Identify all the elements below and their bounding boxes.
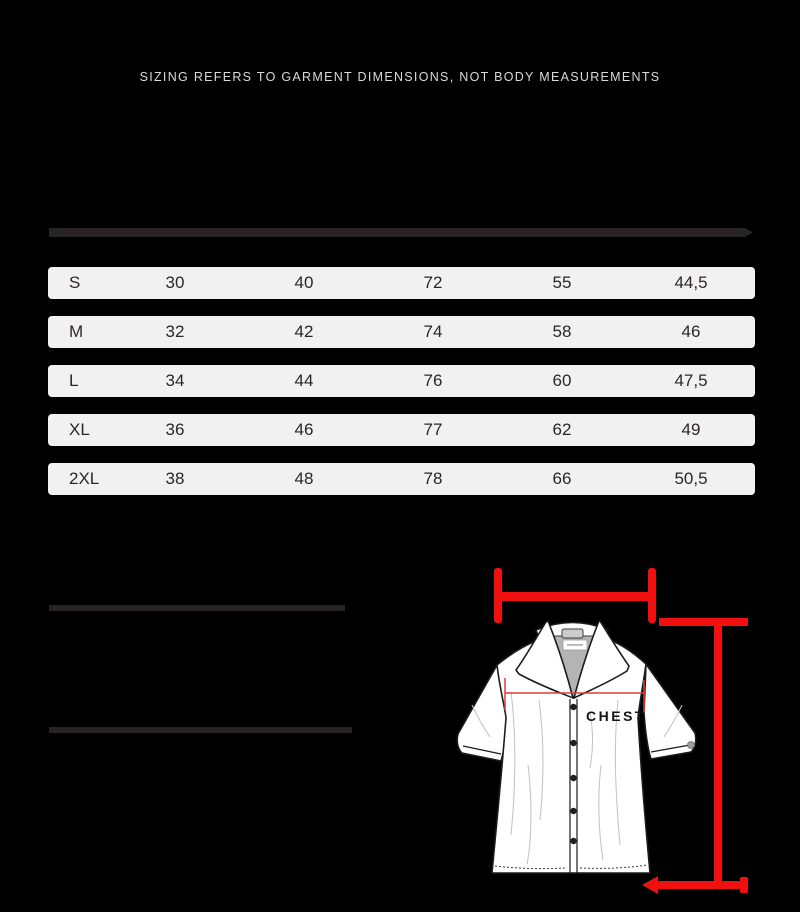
measurement-value: 44,5 (674, 273, 708, 292)
arrow-left-icon (642, 876, 658, 894)
measurement-value: 40 (294, 273, 314, 292)
size-label: M (69, 322, 84, 341)
measurement-value: 46 (294, 420, 314, 439)
measurement-value: 47,5 (674, 371, 708, 390)
measurement-value: 66 (552, 469, 572, 488)
measurement-value: 48 (294, 469, 314, 488)
shirt-diagram (430, 558, 770, 912)
size-label: S (69, 273, 81, 292)
measurement-value: 62 (552, 420, 572, 439)
size-table (48, 267, 755, 512)
measurement-value: 36 (165, 420, 185, 439)
measurement-value: 77 (423, 420, 443, 439)
measurement-value: 34 (165, 371, 185, 390)
measurement-value: 58 (552, 322, 572, 341)
divider-bar-top (49, 605, 345, 611)
collar-loop (562, 629, 583, 638)
measurement-value: 74 (423, 322, 443, 341)
table-row-m (48, 316, 755, 348)
measurement-value: 78 (423, 469, 443, 488)
measurement-value: 32 (165, 322, 185, 341)
measurement-value: 42 (294, 322, 314, 341)
table-row-2xl (48, 463, 755, 495)
table-row-s (48, 267, 755, 299)
divider-bar-bottom (49, 727, 352, 733)
measurement-value: 44 (294, 371, 314, 390)
size-label: XL (69, 420, 90, 439)
table-row-l (48, 365, 755, 397)
measurement-value: 60 (552, 371, 572, 390)
measurement-value: 30 (165, 273, 185, 292)
measurement-value: 55 (552, 273, 572, 292)
measurement-value: 76 (423, 371, 443, 390)
sizing-disclaimer-text: SIZING REFERS TO GARMENT DIMENSIONS, NOT BODY MEASUREMENTS (139, 70, 661, 84)
table-header-bar (49, 228, 753, 237)
measurement-value: 50,5 (674, 469, 708, 488)
sleeve-dot (688, 742, 695, 749)
size-label: 2XL (69, 469, 100, 488)
table-row-xl (48, 414, 755, 446)
measurement-value: 38 (165, 469, 185, 488)
measurement-value: 46 (681, 322, 701, 341)
chest-label: CHEST (586, 708, 646, 724)
measurement-value: 49 (681, 420, 701, 439)
shoulder-width-bracket (494, 568, 656, 623)
size-label: L (69, 371, 79, 390)
measurement-value: 72 (423, 273, 443, 292)
